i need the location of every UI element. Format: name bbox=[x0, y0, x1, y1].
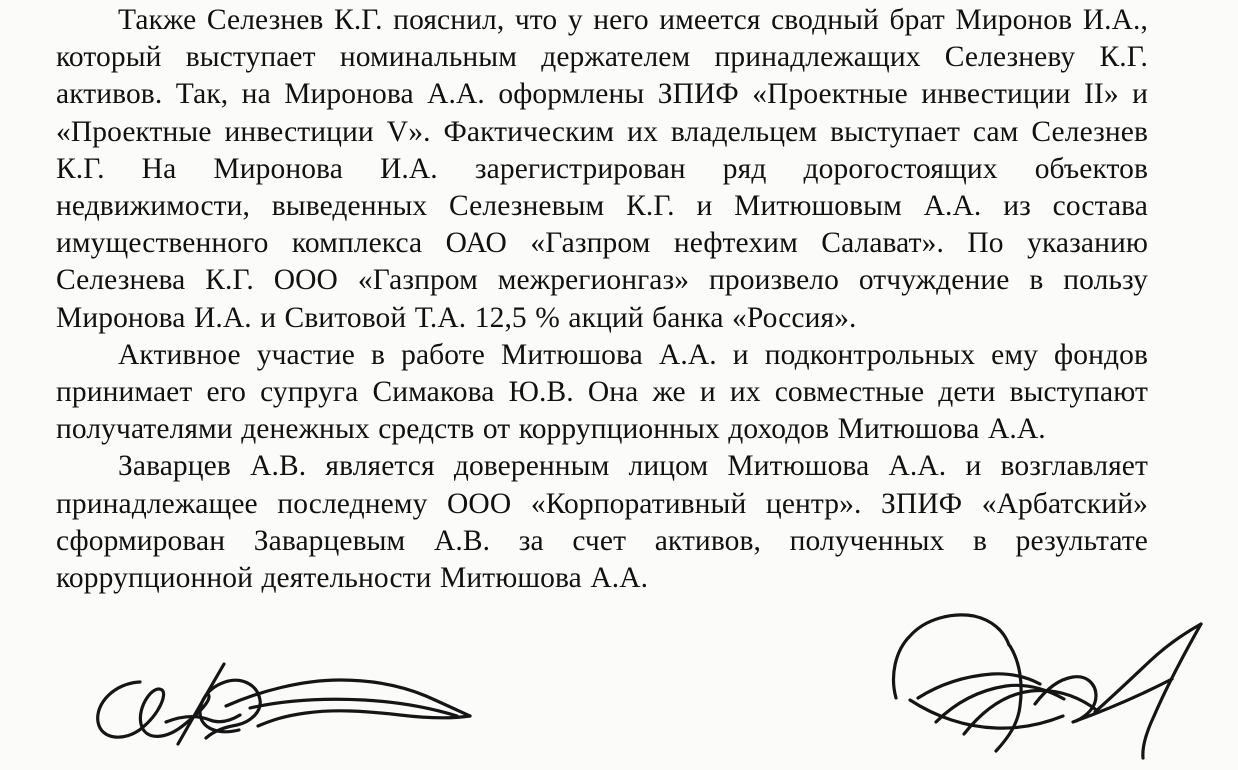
paragraph-2: Активное участие в работе Митюшова А.А. и подконтрольных ему фондов принимает его супруга Симакова Ю.В. Она же и их совместные дети выступают получателями денежных средств от коррупционных доходов Митюшова А.А. bbox=[56, 338, 1148, 446]
left-handwritten-signature bbox=[80, 628, 500, 770]
right-handwritten-signature bbox=[850, 596, 1230, 770]
paragraph-3: Заварцев А.В. является доверенным лицом Митюшова А.А. и возглавляет принадлежащее последнему ООО «Корпоративный центр». ЗПИФ «Арбатский» сформирован Заварцевым А.В. за счет активов, полученных в результате коррупционной деятельности Митюшова А.А. bbox=[56, 450, 1148, 595]
document-text bbox=[56, 2, 1148, 597]
paragraph-1: Также Селезнев К.Г. пояснил, что у него имеется сводный брат Миронов И.А., который выступает номинальным держателем принадлежащих Селезневу К.Г. активов. Так, на Миронова А.А. оформлены ЗПИФ «Проектные инвестиции II» и «Проектные инвестиции V». Фактическим их владельцем выступает сам Селезнев К.Г. На Миронова И.А. зарегистрирован ряд дорогостоящих объектов недвижимости, выведенных Селезневым К.Г. и Митюшовым А.А. из состава имущественного комплекса ОАО «Газпром нефтехим Салават». По указанию Селезнева К.Г. ООО «Газпром межрегионгаз» произвело отчуждение в пользу Миронова И.А. и Свитовой Т.А. 12,5 % акций банка «Россия». bbox=[56, 4, 1148, 334]
